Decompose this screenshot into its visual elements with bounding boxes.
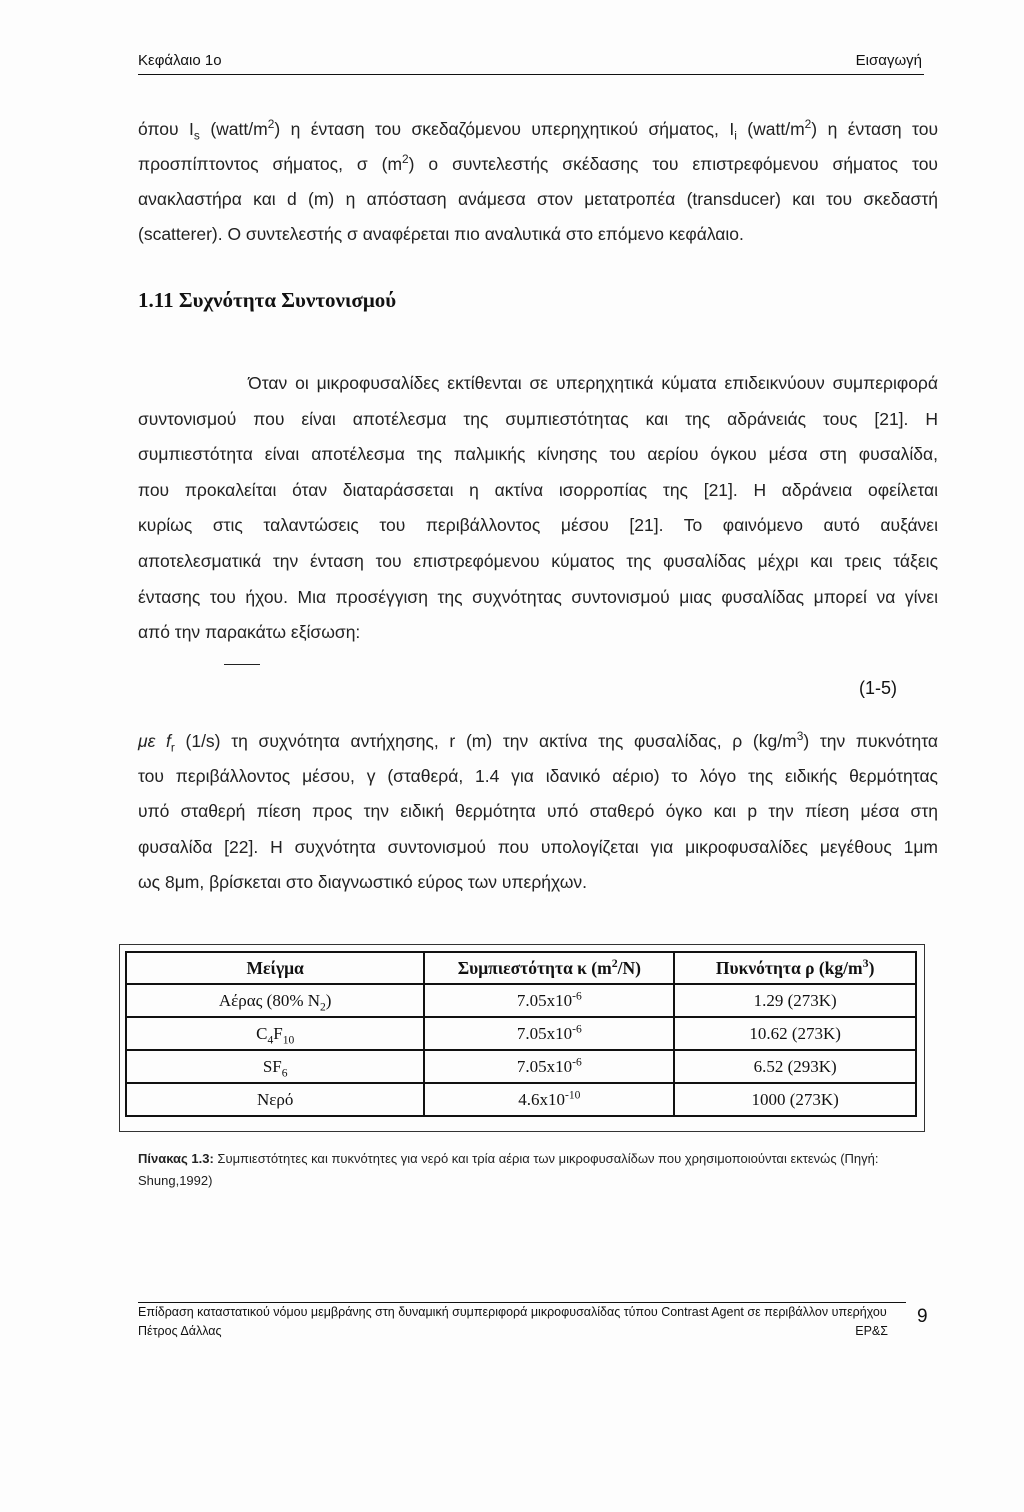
footer-author-line bbox=[138, 1322, 906, 1341]
cell-compressibility: $4.6x10^{-10}$ bbox=[424, 1083, 674, 1116]
cell-mixture: $SF_6$ bbox=[126, 1050, 424, 1083]
caption-label: Πίνακας 1.3: bbox=[138, 1151, 214, 1166]
cell-density: 1000 (273K) bbox=[674, 1083, 916, 1116]
footer-dept: ΕΡ&Σ bbox=[855, 1324, 888, 1338]
cell-density: 6.52 (293K) bbox=[674, 1050, 916, 1083]
cell-density: 10.62 (273K) bbox=[674, 1017, 916, 1050]
after-line: με $f_r$ (1/s) τη συχνότητα αντήχησης, r (m) την ακτίνα της φυσαλίδας, ρ $(kg/m^3)$ την πυκνότητα bbox=[138, 729, 938, 755]
table-row bbox=[126, 1083, 916, 1116]
cell-mixture: Νερό bbox=[126, 1083, 424, 1116]
cell-compressibility: $7.05x10^{-6}$ bbox=[424, 1050, 674, 1083]
intro-paragraph bbox=[138, 112, 938, 252]
body-line: συντονισμού που είναι αποτέλεσμα της συμπιεστότητας και της αδράνειάς τους [21]. Η bbox=[138, 408, 938, 429]
page-footer bbox=[138, 1302, 906, 1341]
table-row bbox=[126, 1050, 916, 1083]
after-line: ως 8μm, βρίσκεται στο διαγνωστικό εύρος των υπερήχων. bbox=[138, 871, 587, 892]
caption-text: Συμπιεστότητες και πυκνότητες για νερό και τρία αέρια των μικροφυσαλίδων που χρησιμοποιούνται εκτενώς (Πηγή: Shung,1992) bbox=[138, 1151, 879, 1188]
table-caption bbox=[138, 1148, 938, 1192]
header-mixture: Μείγμα bbox=[126, 952, 424, 984]
equation-number: (1-5) bbox=[859, 678, 898, 698]
after-line: του περιβάλλοντος μέσου, γ (σταθερά, 1.4 για ιδανικό αέριο) το λόγο της ειδικής θερμότητας bbox=[138, 766, 938, 787]
intro-last-line: (scatterer). Ο συντελεστής σ αναφέρεται πιο αναλυτικά στο επόμενο κεφάλαιο. bbox=[138, 224, 744, 244]
header-compressibility: Συμπιεστότητα κ $(m^2/N)$ bbox=[424, 952, 674, 984]
after-line: υπό σταθερή πίεση προς την ειδική θερμότητα υπό σταθερό όγκο και p την πίεση μέσα στη bbox=[138, 801, 938, 822]
intro-lines: όπου $I_s$ $(watt/m^2)$ η ένταση του σκεδαζόμενου υπερηχητικού σήματος, $I_i$ $(watt/m^2)$ η ένταση του προσπίπτοντος σήματος, σ $(m^2)$ ο συντελεστής σκέδασης του επιστρεφόμενου σήματος του ανακλαστήρα και d (m) η απόσταση ανάμεσα στον μετατροπέα (transducer) και του σκεδαστή bbox=[138, 117, 939, 209]
table-header-row bbox=[126, 952, 916, 984]
footer-title: Επίδραση καταστατικού νόμου μεμβράνης στη δυναμική συμπεριφορά μικροφυσαλίδας τύπου Contrast Agent σε περιβάλλον υπερήχου bbox=[138, 1305, 887, 1319]
cell-compressibility: $7.05x10^{-6}$ bbox=[424, 1017, 674, 1050]
table-row bbox=[126, 984, 916, 1017]
cell-density: 1.29 (273K) bbox=[674, 984, 916, 1017]
cell-compressibility: $7.05x10^{-6}$ bbox=[424, 984, 674, 1017]
body-line: Όταν οι μικροφυσαλίδες εκτίθενται σε υπερηχητικά κύματα επιδεικνύουν συμπεριφορά bbox=[138, 373, 938, 393]
header-chapter: Κεφάλαιο 1ο bbox=[138, 52, 222, 69]
section-title: 1.11 Συχνότητα Συντονισμού bbox=[138, 288, 397, 312]
table-row bbox=[126, 1017, 916, 1050]
body-line: έντασης του ήχου. Μια προσέγγιση της συχνότητας συντονισμού μιας φυσαλίδας μπορεί να γίνει bbox=[138, 586, 938, 607]
body-line: συμπιεστότητα είναι αποτέλεσμα της παλμικής κίνησης του αερίου όγκου μέσα στη φυσαλίδα, bbox=[138, 444, 938, 465]
header-density: Πυκνότητα ρ $(kg/m^3)$ bbox=[674, 952, 916, 984]
cell-mixture: $C_4F_{10}$ bbox=[126, 1017, 424, 1050]
body-paragraph bbox=[138, 366, 938, 651]
cell-mixture: Αέρας (80% $N_2$) bbox=[126, 984, 424, 1017]
compressibility-table bbox=[125, 951, 917, 1117]
page-number: 9 bbox=[917, 1306, 928, 1327]
after-line: φυσαλίδα [22]. Η συχνότητα συντονισμού που υπολογίζεται για μικροφυσαλίδες μεγέθους 1μm bbox=[138, 836, 938, 857]
after-equation-paragraph bbox=[138, 724, 938, 900]
body-line: κυρίως στις ταλαντώσεις του περιβάλλοντος μέσου [21]. Το φαινόμενο αυτό αυξάνει bbox=[138, 515, 938, 536]
equation-fraction-line bbox=[224, 664, 260, 665]
header-section: Εισαγωγή bbox=[855, 52, 922, 69]
body-line: από την παρακάτω εξίσωση: bbox=[138, 622, 361, 643]
footer-author: Πέτρος Δάλλας bbox=[138, 1324, 222, 1338]
page-header bbox=[138, 50, 924, 75]
body-line: που προκαλείται όταν διαταράσσεται η ακτίνα ισορροπίας της [21]. Η αδράνεια οφείλεται bbox=[138, 479, 938, 500]
body-line: αποτελεσματικά την ένταση του επιστρεφόμενου κύματος της φυσαλίδας μέχρι και τρεις τάξεις bbox=[138, 550, 938, 571]
